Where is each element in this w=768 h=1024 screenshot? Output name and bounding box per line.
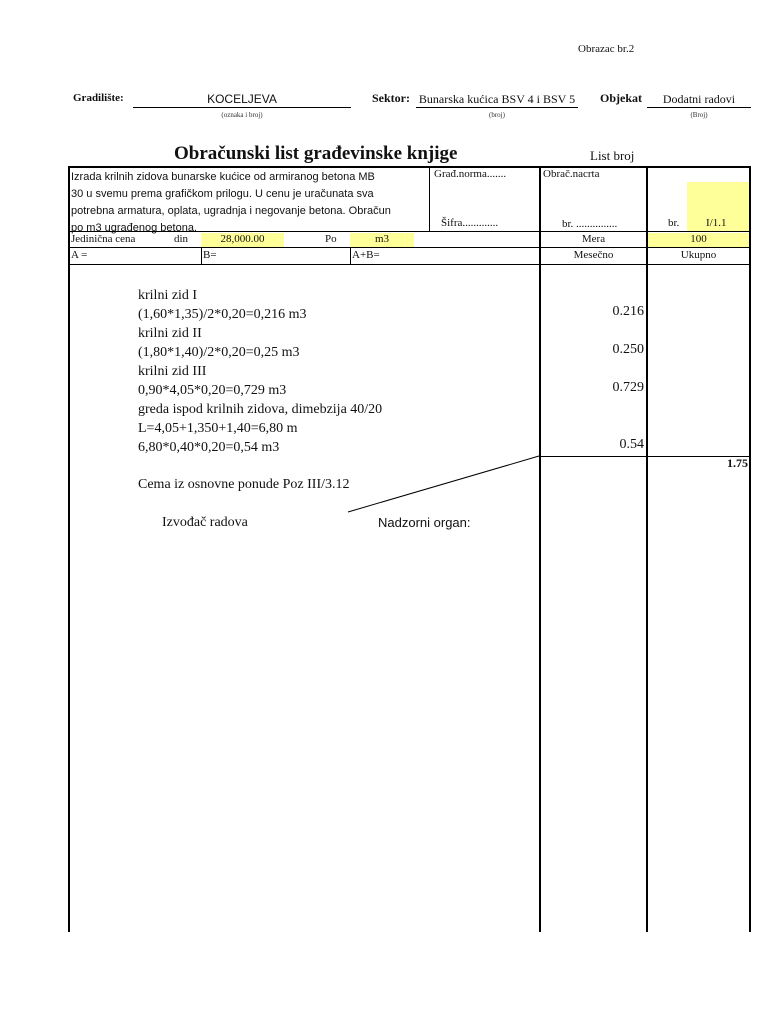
per-label: Po (325, 233, 337, 245)
grad-norma: Građ.norma....... (434, 168, 507, 180)
calc-line: (1,60*1,35)/2*0,20=0,216 m3 (138, 307, 307, 322)
calc-line: 0,90*4,05*0,20=0,729 m3 (138, 383, 287, 398)
object-value: Dodatni radovi (662, 92, 736, 106)
supervisor-label: Nadzorni organ: (378, 515, 471, 530)
b-label: B= (203, 249, 217, 261)
description-line: Izrada krilnih zidova bunarske kućice od armiranog betona MB (71, 171, 375, 183)
sector-sub: (broj) (489, 111, 505, 119)
obrac-nacrta: Obrač.nacrta (543, 168, 600, 180)
sifra: Šifra............. (441, 217, 499, 229)
mera-value: 100 (690, 233, 707, 245)
unit-price-label: Jedinična cena (71, 233, 136, 245)
a-label: A = (71, 249, 88, 261)
calc-line: krilni zid III (138, 364, 207, 379)
site-value: KOCELJEVA (207, 92, 277, 106)
sector-label: Sektor: (372, 91, 410, 105)
calc-line: (1,80*1,40)/2*0,20=0,25 m3 (138, 345, 300, 360)
list-broj-label: List broj (590, 148, 635, 163)
ab-label: A+B= (352, 249, 380, 261)
page-title: Obračunski list građevinske knjige (174, 143, 458, 164)
calc-line: L=4,05+1,350+1,40=6,80 m (138, 421, 298, 436)
note: Cema iz osnovne ponude Poz III/3.12 (138, 477, 350, 492)
monthly-value: 0.216 (612, 304, 644, 319)
unit-price: 28,000.00 (220, 233, 265, 245)
currency: din (174, 233, 189, 245)
calc-line: greda ispod krilnih zidova, dimebzija 40/20 (138, 402, 383, 417)
sector-value: Bunarska kućica BSV 4 i BSV 5 (418, 92, 576, 106)
site-label: Gradilište: (73, 92, 124, 104)
monthly-value: 0.250 (612, 342, 644, 357)
site-sub: (oznaka i broj) (221, 111, 263, 119)
form-number: Obrazac br.2 (578, 43, 635, 55)
description-line: potrebna armatura, oplata, ugradnja i negovanje betona. Obračun (71, 205, 391, 217)
description-line: po m3 ugrađenog betona. (71, 222, 197, 234)
br-value: I/1.1 (706, 217, 727, 229)
total-value: 1.75 (727, 456, 748, 470)
br-dots: br. ............... (562, 218, 618, 230)
calc-line: krilni zid II (138, 326, 202, 341)
mera-label: Mera (581, 233, 606, 245)
object-label: Objekat (600, 91, 642, 105)
calc-line: 6,80*0,40*0,20=0,54 m3 (138, 440, 280, 455)
calc-line: krilni zid I (138, 288, 198, 303)
monthly-value: 0.54 (619, 437, 644, 452)
monthly-value: 0.729 (612, 380, 644, 395)
unit: m3 (374, 233, 390, 245)
br-label: br. (668, 217, 680, 229)
object-sub: (Broj) (690, 111, 708, 119)
monthly-label: Mesečno (573, 249, 614, 261)
total-label: Ukupno (680, 249, 717, 261)
contractor-label: Izvođač radova (162, 515, 248, 530)
description-line: 30 u svemu prema grafičkom prilogu. U cenu je uračunata sva (71, 188, 374, 200)
